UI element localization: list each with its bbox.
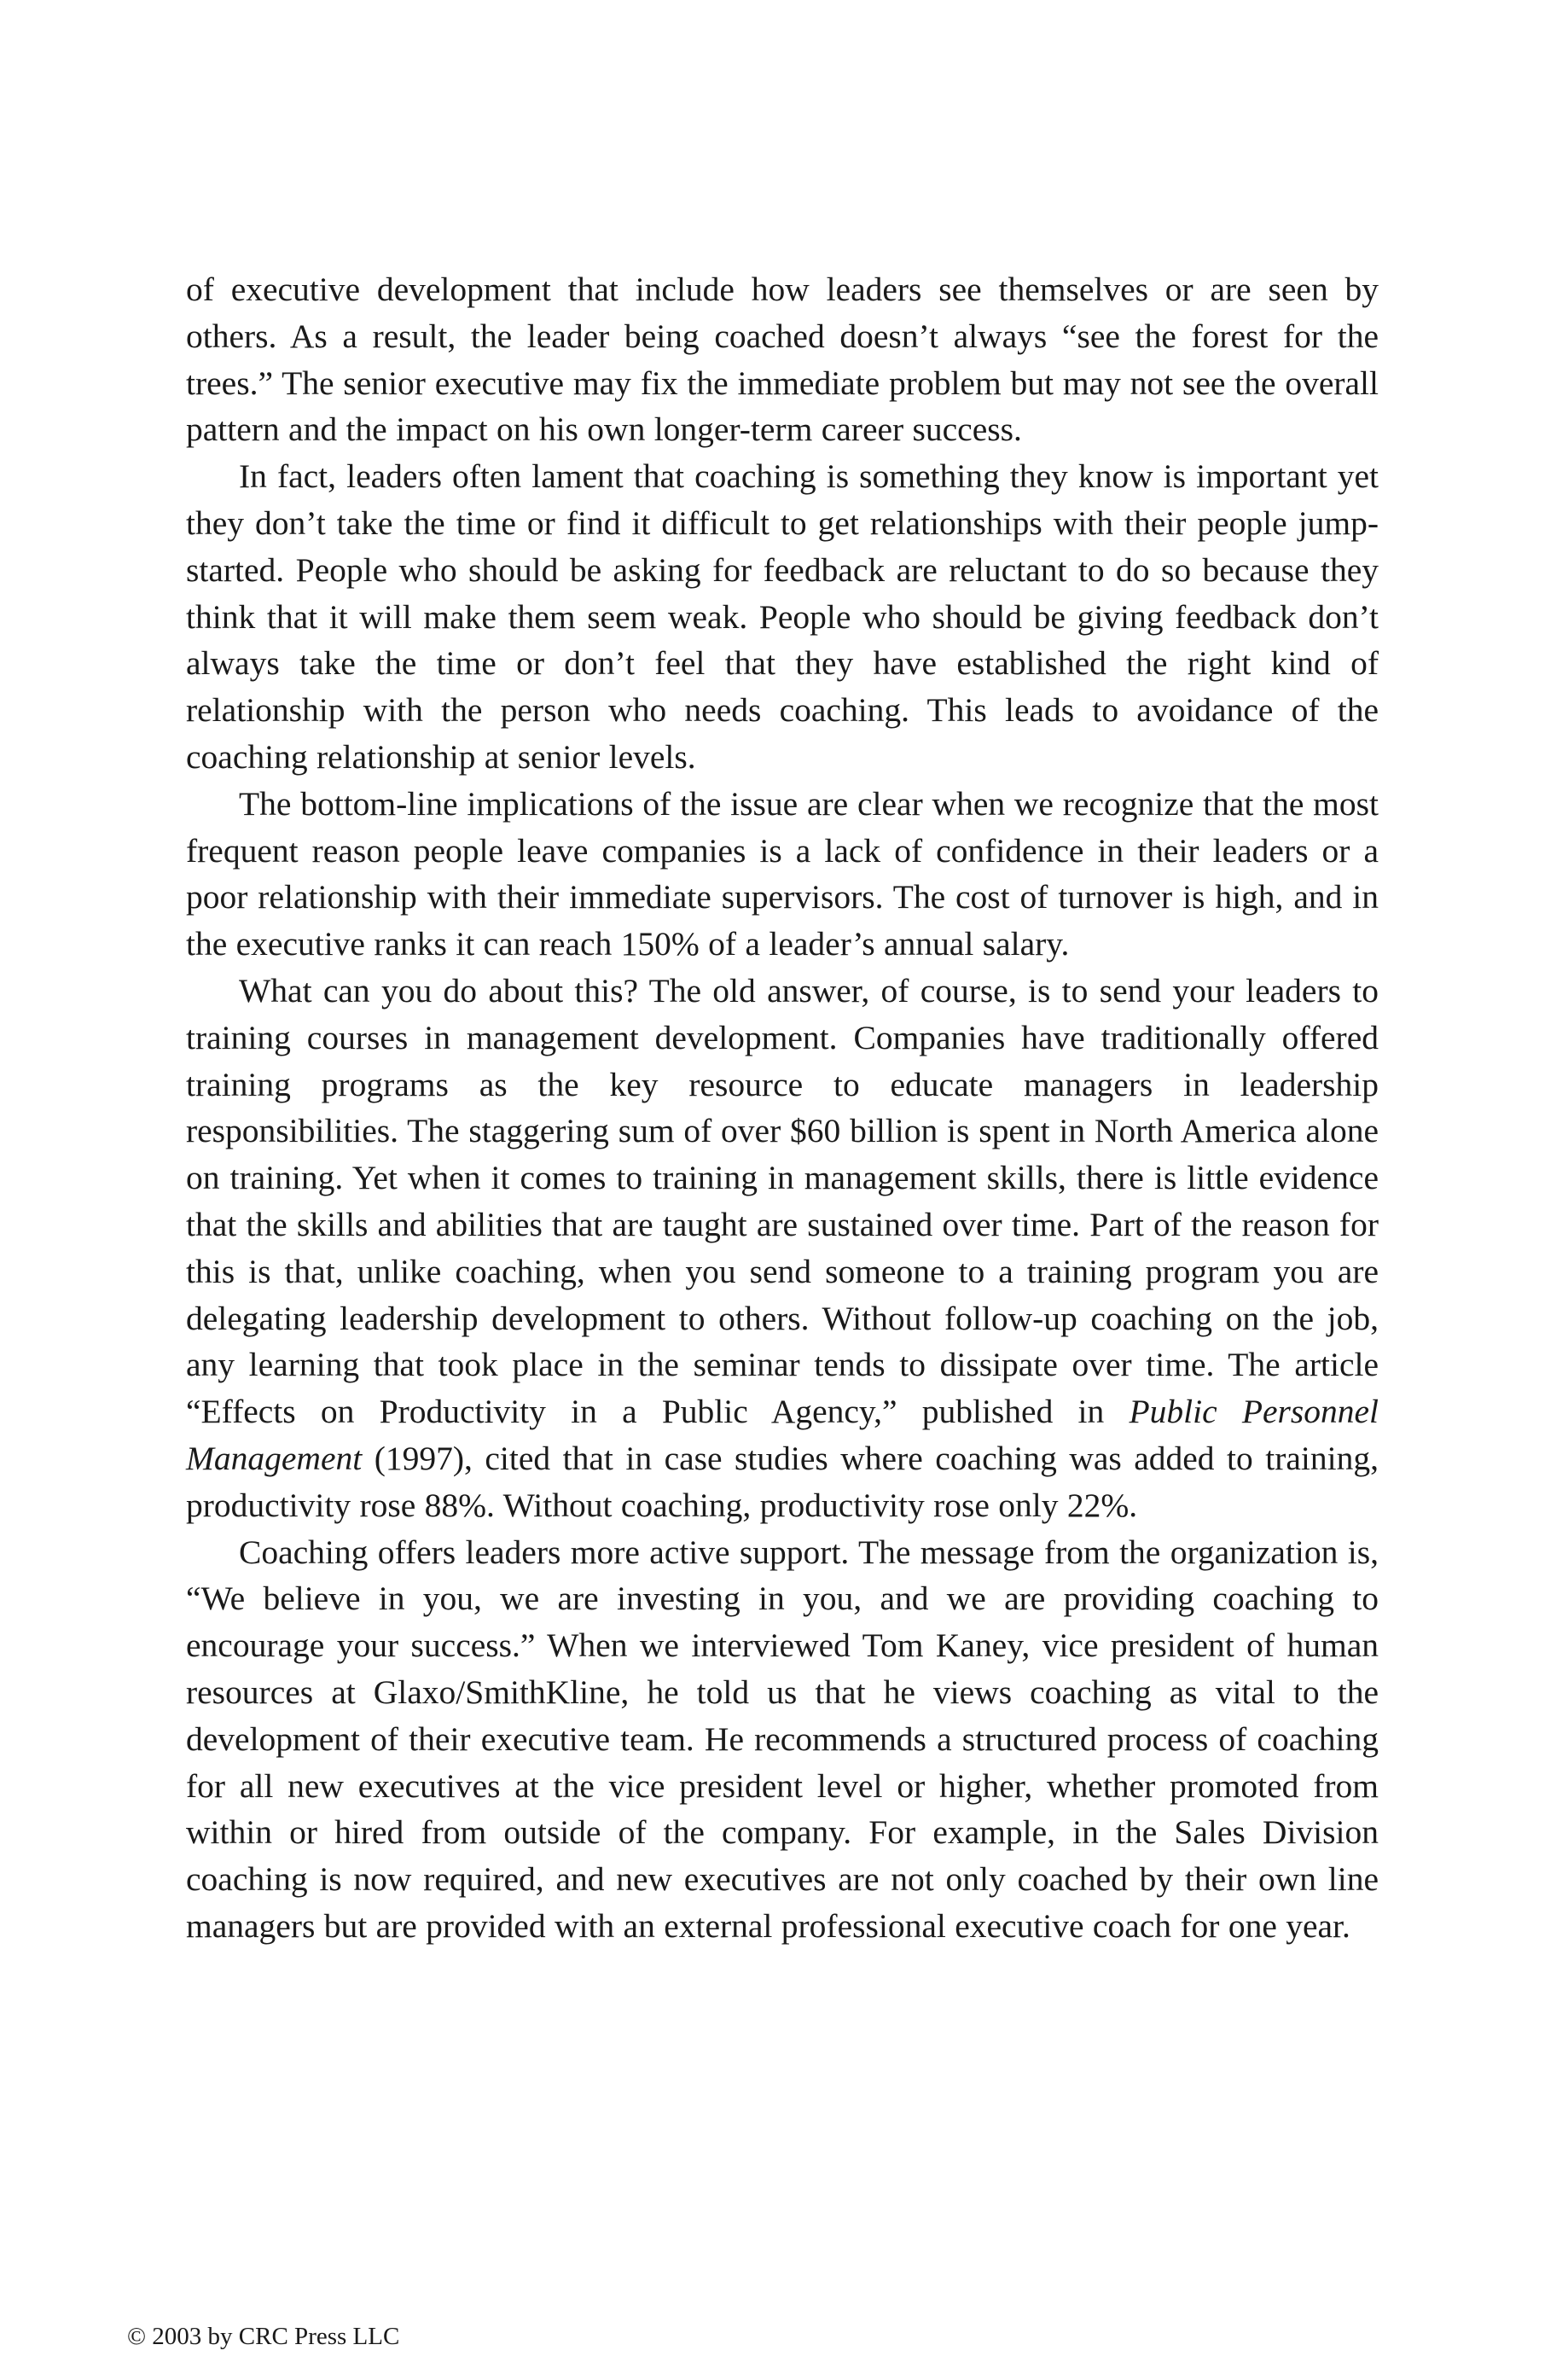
paragraph-training-text: What can you do about this? The old answer, of course, is to send your leaders to training courses in management development. Companies have traditionally offered training programs as the key resource to educate managers in leadership responsibilities. The staggering sum of over $60 billion is spent in North America alone on training. Yet when it comes to training in management skills, there is little evidence that the skills and abilities that are taught are sustained over time. Part of the reason for this is that, unlike coaching, when you send someone to a training program you are delegating leadership development to others. Without follow-up coaching on the job, any learning that took place in the seminar tends to dissipate over time. The article “Effects on Productivity in a Public Agency,” published in <box>186 971 1379 1431</box>
paragraph-bottom-line: The bottom-line implications of the issue are clear when we recognize that the most frequent reason people leave companies is a lack of confidence in their leaders or a poor relationship with their immediate supervisors. The cost of turnover is high, and in the executive ranks it can reach 150% of a leader’s annual salary. <box>186 784 1379 963</box>
paragraph-coaching-lament: In fact, leaders often lament that coaching is something they know is important yet they don’t take the time or find it difficult to get relationships with their people jump-started. People who should be asking for feedback are reluctant to do so because they think that it will make them seem weak. People who should be giving feedback don’t always take the time or don’t feel that they have established the right kind of relationship with the person who needs coaching. This leads to avoidance of the coaching relationship at senior levels. <box>186 457 1379 776</box>
journal-title: Public Personnel Management <box>186 1393 1379 1477</box>
body-text <box>186 266 1379 1950</box>
paragraph-continued: of executive development that include how leaders see themselves or are seen by others. As a result, the leader being coached doesn’t always “see the forest for the trees.” The senior executive may fix the immediate problem but may not see the overall pattern and the impact on his own longer-term career success. <box>186 271 1379 449</box>
paragraph-training-text-end: (1997), cited that in case studies where coaching was added to training, productivity rose 88%. Without coaching, productivity rose only 22%. <box>186 1439 1379 1524</box>
paragraph-training <box>186 968 1379 1529</box>
paragraph-active-support: Coaching offers leaders more active support. The message from the organization is, “We believe in you, we are investing in you, and we are providing coaching to encourage your success.” When we interviewed Tom Kaney, vice president of human resources at Glaxo/SmithKline, he told us that he views coaching as vital to the development of their executive team. He recommends a structured process of coaching for all new executives at the vice president level or higher, whether promoted from within or hired from outside of the company. For example, in the Sales Division coaching is now required, and new executives are not only coached by their own line managers but are provided with an external professional executive coach for one year. <box>186 1533 1379 1945</box>
copyright-footer: © 2003 by CRC Press LLC <box>127 2323 400 2350</box>
